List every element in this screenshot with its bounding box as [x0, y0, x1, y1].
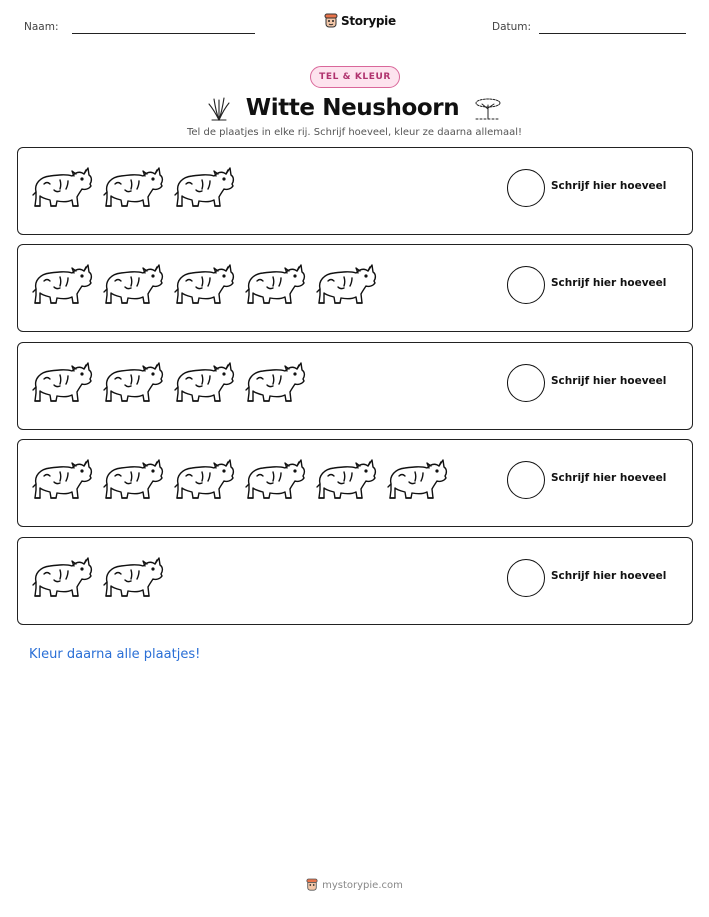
- rhino-icon: [243, 454, 307, 506]
- rhino-icon: [243, 259, 307, 311]
- rhino-icon: [101, 357, 165, 409]
- rhino-icon: [314, 259, 378, 311]
- rhino-icon: [243, 357, 307, 409]
- answer-circle[interactable]: [507, 266, 545, 304]
- rhino-group: [30, 357, 314, 417]
- rhino-icon: [172, 357, 236, 409]
- name-label: Naam:: [24, 21, 59, 33]
- counting-row: [17, 537, 693, 625]
- counting-row: [17, 439, 693, 527]
- rhino-icon: [101, 259, 165, 311]
- rhino-icon: [314, 454, 378, 506]
- rhino-icon: [172, 454, 236, 506]
- instructions: Tel de plaatjes in elke rij. Schrijf hoeveel, kleur ze daarna allemaal!: [186, 127, 523, 138]
- activity-badge: [310, 66, 400, 88]
- answer-circle[interactable]: [507, 559, 545, 597]
- rhino-group: [30, 259, 385, 319]
- rhino-icon: [30, 552, 94, 604]
- answer-label: Schrijf hier hoeveel: [551, 570, 667, 582]
- rhino-icon: [30, 259, 94, 311]
- rhino-icon: [172, 259, 236, 311]
- rhino-group: [30, 162, 243, 222]
- name-line[interactable]: [72, 33, 255, 34]
- rhino-group: [30, 552, 172, 612]
- rhino-icon: [30, 357, 94, 409]
- coloring-note: Kleur daarna alle plaatjes!: [29, 647, 201, 662]
- rhino-icon: [385, 454, 449, 506]
- page-title: Witte Neushoorn: [245, 95, 460, 121]
- counting-row: [17, 342, 693, 430]
- worksheet-header: [0, 0, 709, 50]
- answer-label: Schrijf hier hoeveel: [551, 277, 667, 289]
- answer-circle[interactable]: [507, 364, 545, 402]
- grass-icon: [206, 94, 232, 122]
- rhino-icon: [30, 162, 94, 214]
- rhino-icon: [172, 162, 236, 214]
- rhino-icon: [101, 454, 165, 506]
- brand-logo: [324, 13, 396, 29]
- footer: [0, 878, 709, 892]
- footer-url: mystorypie.com: [322, 879, 403, 891]
- storypie-mascot-icon: [324, 13, 338, 29]
- rhino-icon: [101, 162, 165, 214]
- counting-row: [17, 147, 693, 235]
- badge-text: TEL & KLEUR: [319, 72, 391, 82]
- date-label: Datum:: [492, 21, 532, 33]
- title-row: [0, 90, 709, 126]
- storypie-mascot-icon: [306, 878, 318, 892]
- rhino-group: [30, 454, 456, 514]
- rhino-icon: [101, 552, 165, 604]
- answer-label: Schrijf hier hoeveel: [551, 472, 667, 484]
- rhino-icon: [30, 454, 94, 506]
- acacia-tree-icon: [473, 95, 503, 121]
- answer-circle[interactable]: [507, 461, 545, 499]
- answer-label: Schrijf hier hoeveel: [551, 180, 667, 192]
- brand-name: Storypie: [341, 14, 396, 28]
- answer-circle[interactable]: [507, 169, 545, 207]
- counting-row: [17, 244, 693, 332]
- date-line[interactable]: [539, 33, 686, 34]
- answer-label: Schrijf hier hoeveel: [551, 375, 667, 387]
